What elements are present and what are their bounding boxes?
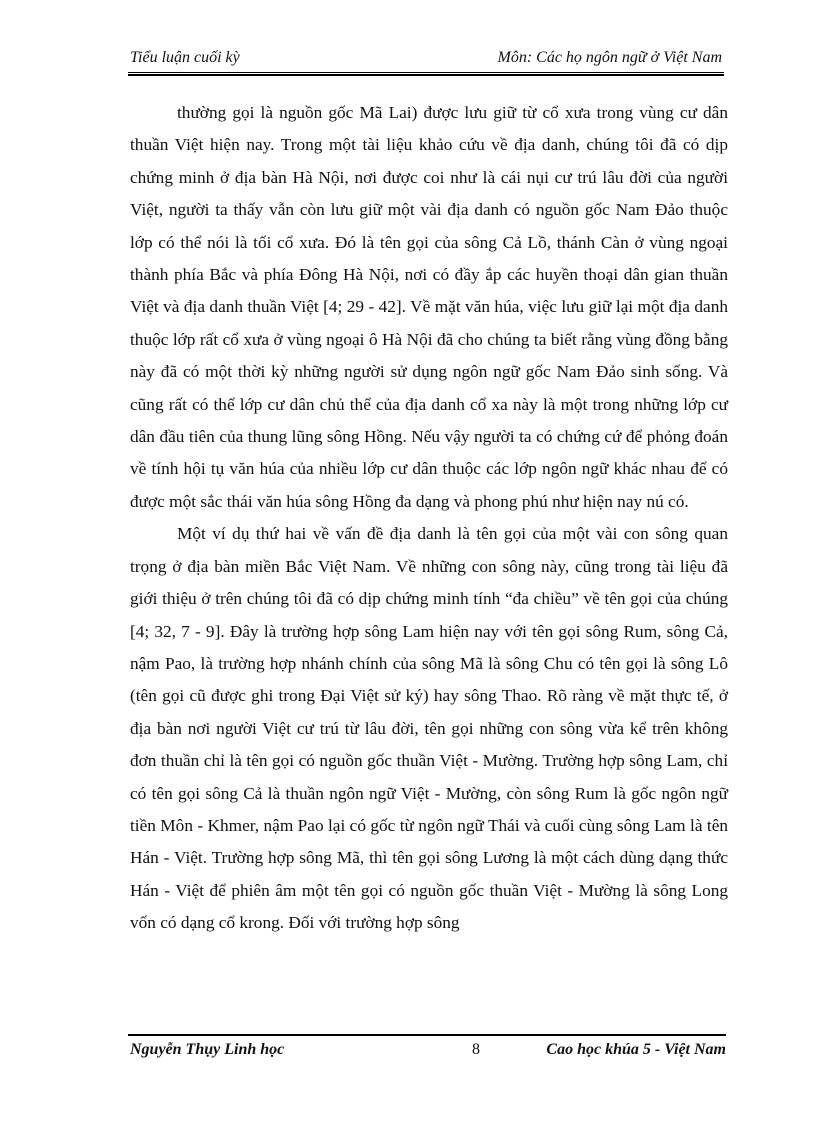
header-rule-thick xyxy=(128,74,724,76)
footer-page-number: 8 xyxy=(472,1041,480,1058)
footer-course: Cao học khúa 5 - Việt Nam xyxy=(546,1041,726,1058)
header-right-subject: Môn: Các họ ngôn ngữ ở Việt Nam xyxy=(497,49,722,66)
footer-rule xyxy=(128,1034,726,1036)
header-left-title: Tiểu luận cuối kỳ xyxy=(130,49,240,66)
body-paragraph-2: Một ví dụ thứ hai về vấn đề địa danh là tên gọi của một vài con sông quan trọng ở địa bàn miền Bắc Việt Nam. Về những con sông này, cũng trong tài liệu đã giới thiệu ở trên chúng tôi đã có dịp chứng minh tính “đa chiều” về tên gọi của chúng [4; 32, 7 - 9]. Đây là trường hợp sông Lam hiện nay với tên gọi sông Rum, sông Cả, nậm Pao, là trường hợp nhánh chính của sông Mã là sông Chu có tên gọi là sông Lô (tên gọi cũ được ghi trong Đại Việt sử ký) hay sông Thao. Rõ ràng về mặt thực tế, ở địa bàn nơi người Việt cư trú từ lâu đời, tên gọi những con sông vừa kể trên không đơn thuần chỉ là tên gọi có nguồn gốc thuần Việt - Mường. Trường hợp sông Lam, chỉ có tên gọi sông Cả là thuần ngôn ngữ Việt - Mường, còn sông Rum là gốc ngôn ngữ tiền Môn - Khmer, nậm Pao lại có gốc từ ngôn ngữ Thái và cuối cùng sông Lam là tên Hán - Việt. Trường hợp sông Mã, thì tên gọi sông Lương là một cách dùng dạng thức Hán - Việt để phiên âm một tên gọi có nguồn gốc thuần Việt - Mường là sông Long vốn có dạng cổ krong. Đối với trường hợp sông xyxy=(130,524,728,933)
footer-author: Nguyễn Thụy Linh học xyxy=(130,1041,285,1058)
header-rule-thin xyxy=(128,72,724,73)
body-paragraph-1: thường gọi là nguồn gốc Mã Lai) được lưu giữ từ cổ xưa trong vùng cư dân thuần Việt hiện nay. Trong một tài liệu khảo cứu về địa danh, chúng tôi đã có dịp chứng minh ở địa bàn Hà Nội, nơi được coi như là cái nụi cư trú lâu đời của người Việt, người ta thấy vẫn còn lưu giữ một vài địa danh có nguồn gốc Nam Đảo thuộc lớp có thể nói là tối cổ xưa. Đó là tên gọi của sông Cả Lồ, thánh Càn ở vùng ngoại thành phía Bắc và phía Đông Hà Nội, nơi có đầy ắp các huyền thoại dân gian thuần Việt và địa danh thuần Việt [4; 29 - 42]. Về mặt văn húa, việc lưu giữ lại một địa danh thuộc lớp rất cổ xưa ở vùng ngoại ô Hà Nội đã cho chúng ta biết rằng vùng đồng bằng này đã có một thời kỳ những người sử dụng ngôn ngữ gốc Nam Đảo sinh sống. Và cũng rất có thể lớp cư dân chủ thể của địa danh cổ xa này là một trong những lớp cư dân đầu tiên của thung lũng sông Hồng. Nếu vậy người ta có chứng cứ để phỏng đoán về tính hội tụ văn húa của nhiều lớp cư dân thuộc các lớp ngôn ngữ khác nhau để có được một sắc thái văn húa sông Hồng đa dạng và phong phú như hiện nay nú có. xyxy=(130,103,728,511)
document-body xyxy=(130,97,728,940)
